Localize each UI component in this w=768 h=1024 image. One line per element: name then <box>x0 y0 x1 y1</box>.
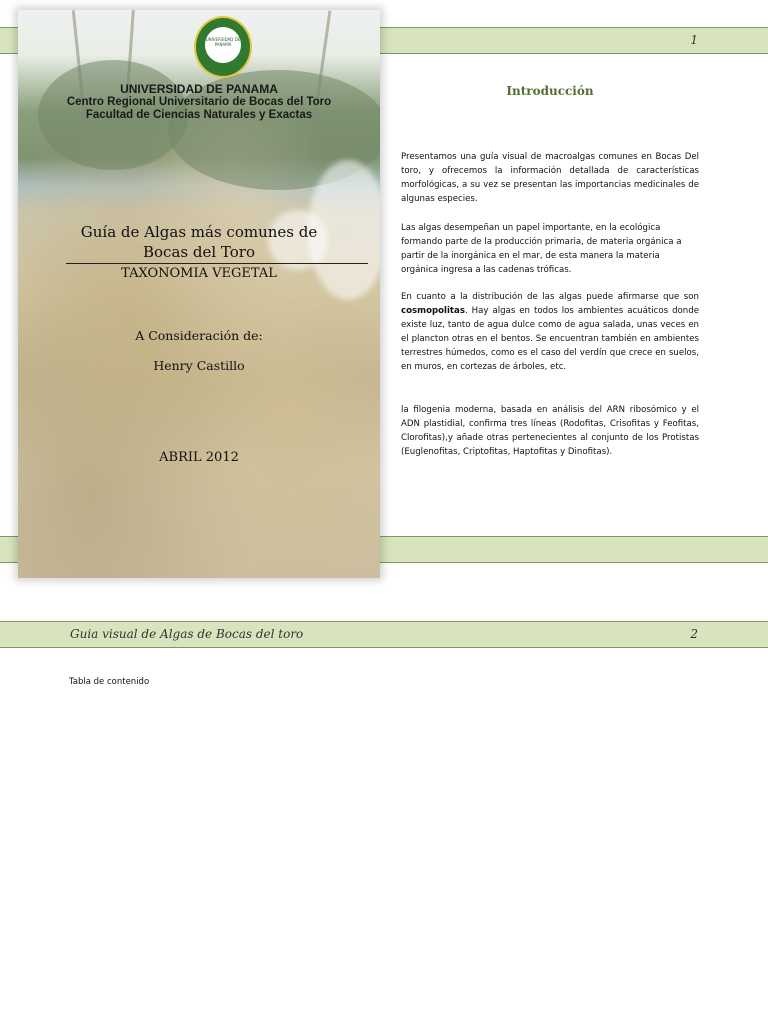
faculty-name: Facultad de Ciencias Naturales y Exactas <box>85 109 313 121</box>
seal-text: UNIVERSIDAD DE PANAMÁ <box>204 26 242 64</box>
p3-bold-term: cosmopolitas <box>401 306 465 316</box>
page2-number: 2 <box>690 627 698 641</box>
toc-title: Tabla de contenido <box>69 677 150 687</box>
intro-heading: Introducción <box>506 84 594 98</box>
intro-paragraph-1: Presentamos una guía visual de macroalgas comunes en Bocas Del toro, y ofrecemos la información detallada de características morfológicas, a su vez se presentan las importancias medicinales de algunas especies. <box>401 152 699 204</box>
running-head: Guia visual de Algas de Bocas del toro <box>70 627 304 641</box>
consideration-label: A Consideración de: <box>135 328 263 343</box>
cover-title-line1: Guía de Algas más comunes de <box>80 223 318 241</box>
cover-date: ABRIL 2012 <box>159 450 239 465</box>
intro-paragraph-3 <box>401 290 699 374</box>
cover-panel <box>18 10 380 578</box>
intro-paragraph-4: la filogenia moderna, basada en análisis del ARN ribosómico y el ADN plastidial, confirma tres líneas (Rodofitas, Crisofitas y Feofitas, Clorofitas),y añade otras pertenecientes al conjunto de los Protistas (Euglenofitas, Criptofitas, Haptofitas y Dinofitas). <box>401 405 699 457</box>
page2-header-band <box>0 621 768 648</box>
cover-title-line2: Bocas del Toro <box>143 243 255 261</box>
university-seal-logo <box>194 16 252 78</box>
cover-subtitle: TAXONOMIA VEGETAL <box>121 266 277 281</box>
p3-text-before: En cuanto a la distribución de las algas puede afirmarse que son <box>401 292 699 302</box>
author-name: Henry Castillo <box>153 358 245 373</box>
regional-center: Centro Regional Universitario de Bocas del Toro <box>66 96 332 108</box>
university-name: UNIVERSIDAD DE PANAMA <box>120 82 278 96</box>
p3-text-after: . Hay algas en todos los ambientes acuáticos donde existe luz, tanto de agua dulce como de agua salada, unas veces en el plancton otras en el bentos. Se encuentran también en ambientes terrestres húmedos, como es el caso del verdín que crece en suelos, en muros, en cortezas de árboles, etc. <box>401 306 699 372</box>
page1-number: 1 <box>690 33 698 47</box>
title-divider <box>66 263 368 264</box>
intro-paragraph-2: Las algas desempeñan un papel importante, en la ecológica formando parte de la producción primaria, de materia orgánica a partir de la inorgánica en el mar, de esta manera la materia orgánica ingresa a las cadenas tróficas. <box>401 223 682 275</box>
